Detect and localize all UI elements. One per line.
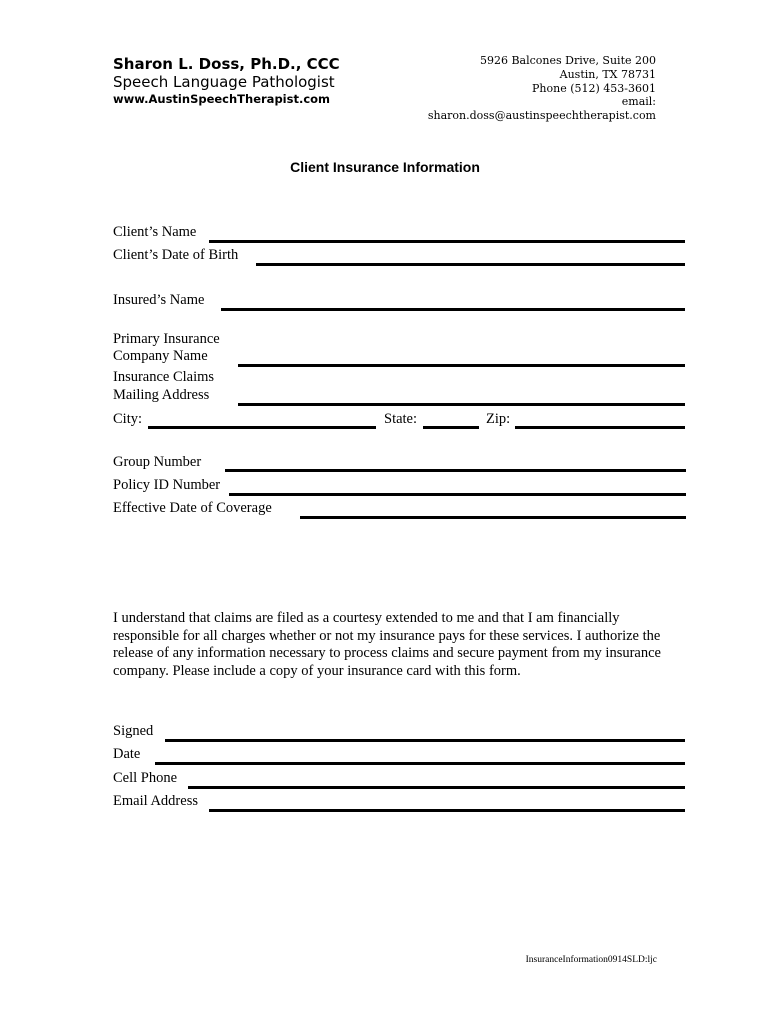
date-field[interactable]: [155, 762, 685, 765]
client-name-label: Client’s Name: [113, 224, 197, 240]
address-phone: Phone (512) 453-3601: [532, 81, 656, 95]
signed-label: Signed: [113, 723, 154, 739]
client-dob-field[interactable]: [256, 263, 685, 266]
group-number-label: Group Number: [113, 454, 202, 470]
email-address-label: Email Address: [113, 793, 198, 809]
insured-name-label: Insured’s Name: [113, 292, 205, 308]
address-street: 5926 Balcones Drive, Suite 200: [479, 54, 656, 67]
state-label: State:: [384, 411, 418, 427]
provider-website: www.AustinSpeechTherapist.com: [113, 92, 331, 106]
cell-phone-field[interactable]: [188, 786, 685, 789]
document-code: InsuranceInformation0914SLD:ljc: [525, 955, 657, 965]
client-name-field[interactable]: [209, 240, 685, 243]
group-number-field[interactable]: [225, 469, 686, 472]
address-email-label: email:: [621, 95, 656, 109]
effective-date-field[interactable]: [300, 516, 686, 519]
client-dob-label: Client’s Date of Birth: [113, 247, 239, 263]
address-city: Austin, TX 78731: [559, 67, 656, 81]
zip-field[interactable]: [515, 426, 685, 429]
email-address-field[interactable]: [209, 809, 685, 812]
signature-field[interactable]: [165, 739, 685, 742]
zip-label: Zip:: [486, 411, 511, 427]
claims-address-field[interactable]: [238, 403, 685, 406]
provider-title: Speech Language Pathologist: [113, 73, 335, 91]
city-field[interactable]: [148, 426, 376, 429]
provider-address-block: [428, 54, 656, 123]
provider-name: Sharon L. Doss, Ph.D., CCC: [113, 55, 340, 73]
claims-address-label-2: Mailing Address: [113, 387, 210, 403]
effective-date-label: Effective Date of Coverage: [113, 500, 272, 516]
primary-insurance-label-1: Primary Insurance: [113, 331, 220, 347]
form-title: Client Insurance Information: [290, 159, 480, 175]
policy-id-label: Policy ID Number: [113, 477, 221, 493]
city-label: City:: [113, 411, 143, 427]
date-label: Date: [113, 746, 141, 762]
cell-phone-label: Cell Phone: [113, 770, 178, 786]
claims-address-label-1: Insurance Claims: [113, 369, 215, 385]
policy-id-field[interactable]: [229, 493, 686, 496]
insured-name-field[interactable]: [221, 308, 685, 311]
primary-insurance-field[interactable]: [238, 364, 685, 367]
address-email: sharon.doss@austinspeechtherapist.com: [427, 109, 656, 123]
authorization-statement: I understand that claims are filed as a courtesy extended to me and that I am financially responsible for all charges whether or not my insurance pays for these services. I authorize the release of any information necessary to process claims and secure payment from my insurance company. Please include a copy of your insurance card with this form.: [113, 610, 661, 679]
primary-insurance-label-2: Company Name: [113, 348, 208, 364]
state-field[interactable]: [423, 426, 479, 429]
